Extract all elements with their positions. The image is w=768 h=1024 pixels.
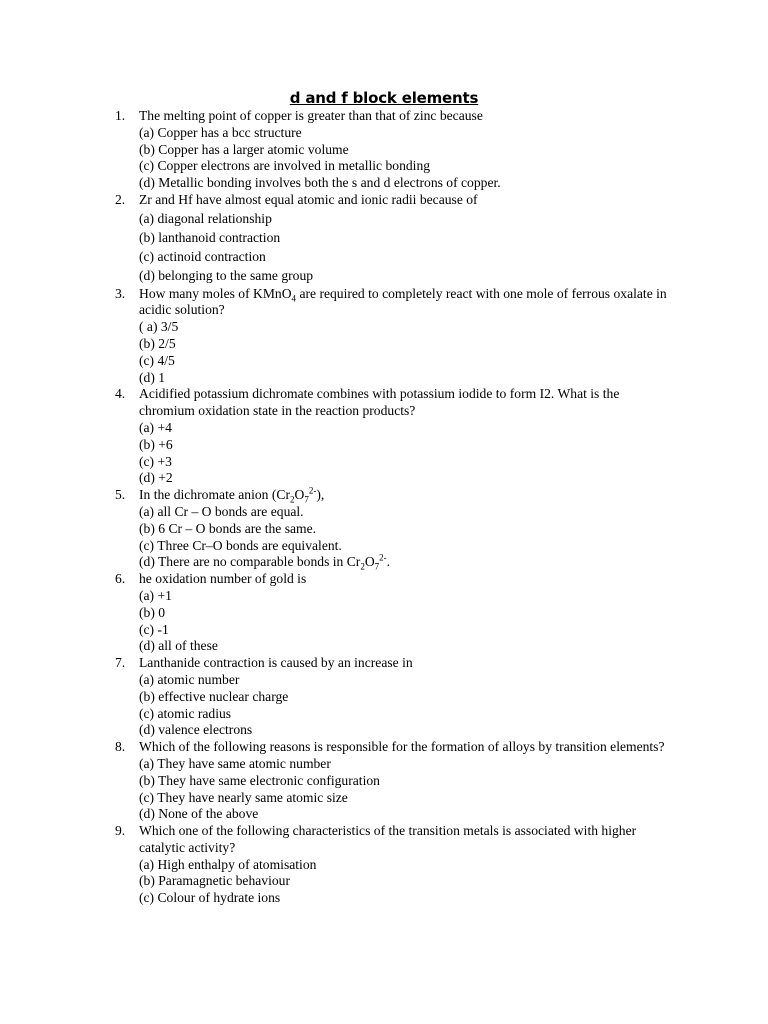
question-number: 1.	[115, 108, 126, 123]
option-b: (b) They have same electronic configuration	[139, 772, 380, 788]
option-a: (a) diagonal relationship	[139, 210, 272, 226]
option-b: (b) lanthanoid contraction	[139, 229, 281, 245]
option-a: (a) +1	[139, 587, 172, 603]
option-a: (a) +4	[139, 419, 172, 435]
question-number: 6.	[115, 571, 126, 587]
option-b: (b) Copper has a larger atomic volume	[139, 141, 349, 157]
option-d: (d) None of the above	[139, 806, 259, 822]
question-stem: Which of the following reasons is responsible for the formation of alloys by transition elements?	[139, 739, 665, 755]
document-title: d and f block elements	[289, 89, 479, 107]
option-a: (a) atomic number	[139, 671, 240, 687]
question-number: 8.	[115, 739, 126, 755]
option-a: (a) They have same atomic number	[139, 755, 331, 771]
option-c: (c) 4/5	[139, 352, 175, 368]
option-c: (c) actinoid contraction	[139, 249, 266, 265]
question-1	[0, 108, 768, 192]
option-c: (c) atomic radius	[139, 705, 232, 721]
option-d: (d) +2	[139, 470, 173, 486]
question-7	[0, 655, 768, 739]
question-4	[0, 386, 768, 487]
option-c: (c) Copper electrons are involved in metallic bonding	[139, 158, 431, 174]
question-number: 2.	[115, 191, 126, 207]
option-c: (c) +3	[139, 453, 172, 469]
question-stem: he oxidation number of gold is	[139, 571, 307, 587]
question-stem: In the dichromate anion $(Cr_2O_7^{2-})$,	[139, 485, 325, 505]
question-number: 7.	[115, 655, 126, 671]
question-number: 9.	[115, 823, 126, 839]
option-d: (d) Metallic bonding involves both the s and d electrons of copper.	[139, 175, 501, 191]
option-c: (c) They have nearly same atomic size	[139, 789, 348, 805]
option-b: (b) 6 Cr – O bonds are the same.	[139, 520, 317, 536]
question-5	[0, 487, 768, 571]
question-stem: Zr and Hf have almost equal atomic and ionic radii because of	[139, 191, 478, 207]
option-d: (d) all of these	[139, 638, 218, 654]
option-d: (d) valence electrons	[139, 722, 253, 738]
option-c: (c) Colour of hydrate ions	[139, 890, 281, 906]
option-a: ( a) 3/5	[139, 319, 179, 335]
option-b: (b) 0	[139, 604, 166, 620]
question-2	[0, 192, 768, 286]
option-c: (c) Three Cr–O bonds are equivalent.	[139, 537, 342, 553]
question-list	[0, 108, 768, 907]
question-8	[0, 739, 768, 823]
question-number: 3.	[115, 285, 126, 301]
question-9	[0, 823, 768, 907]
question-stem: How many moles of KMnO$_4$ are required to completely react with one mole of ferrous oxalate in acidic solution?	[139, 285, 667, 318]
option-b: (b) 2/5	[139, 335, 176, 351]
option-d: (d) belonging to the same group	[139, 268, 314, 284]
option-d: (d) There are no comparable bonds in $Cr_2O_7^{2-}$.	[139, 552, 391, 573]
question-stem: Lanthanide contraction is caused by an increase in	[139, 655, 413, 671]
option-c: (c) -1	[139, 621, 169, 637]
question-6	[0, 571, 768, 655]
option-b: (b) +6	[139, 436, 173, 452]
option-b: (b) effective nuclear charge	[139, 688, 289, 704]
question-number: 4.	[115, 386, 126, 402]
option-a: (a) High enthalpy of atomisation	[139, 856, 317, 872]
question-stem: Which one of the following characteristics of the transition metals is associated with higher catalytic activity?	[139, 823, 637, 855]
option-d: (d) 1	[139, 369, 166, 385]
option-b: (b) Paramagnetic behaviour	[139, 873, 290, 889]
question-3	[0, 286, 768, 387]
question-stem: Acidified potassium dichromate combines with potassium iodide to form I2. What is the chromium oxidation state in the reaction products?	[139, 386, 620, 419]
option-a: (a) Copper has a bcc structure	[139, 124, 302, 140]
option-a: (a) all Cr – O bonds are equal.	[139, 503, 304, 519]
question-stem: The melting point of copper is greater than that of zinc because	[139, 108, 483, 123]
question-number: 5.	[115, 487, 126, 503]
